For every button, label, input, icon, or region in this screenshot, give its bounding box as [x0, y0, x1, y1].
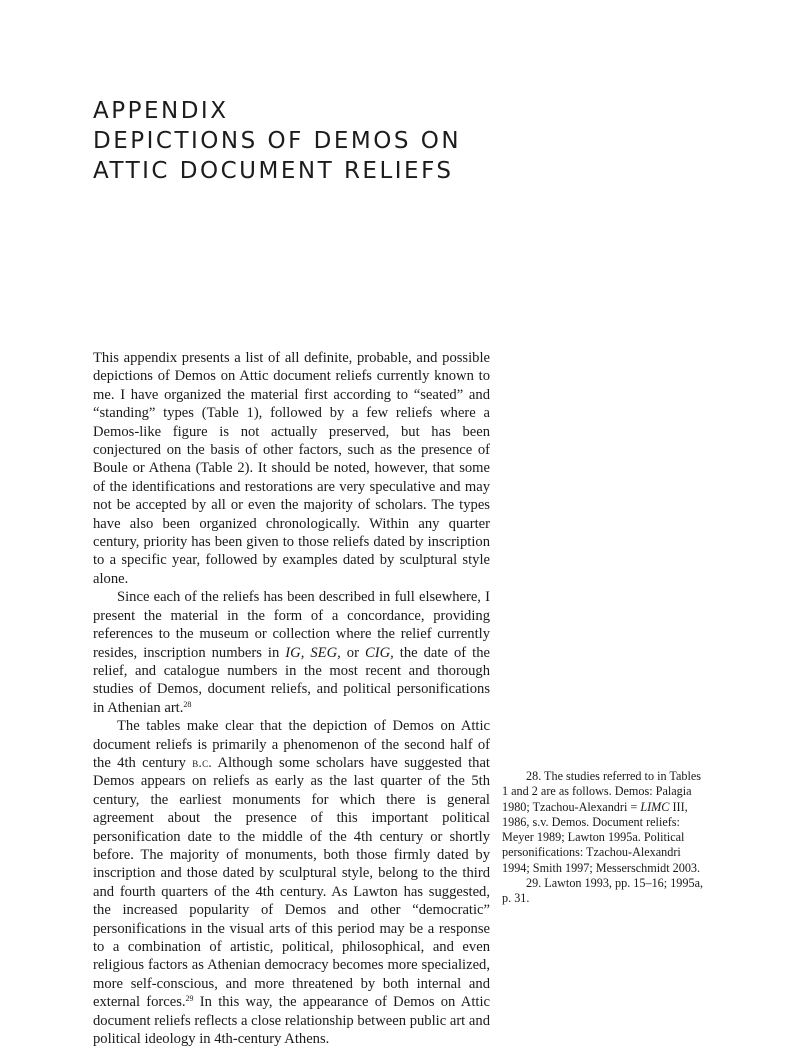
note-28-text-b: III, 1986, s.v. Demos. Document reliefs: Meyer 1989; Lawton 1995a. Political personifications: Tzachou-Alexandri 1994; Smith 1997; Messerschmidt 2003. — [502, 799, 701, 875]
footnote-ref-29[interactable]: 29 — [185, 994, 194, 1004]
note-28 — [502, 769, 707, 876]
body-text — [93, 349, 490, 1048]
paragraph-2-or: or — [340, 644, 365, 661]
appendix-heading — [93, 96, 593, 186]
note-29: 29. Lawton 1993, pp. 15–16; 1995a, p. 31. — [502, 876, 704, 906]
paragraph-3-text-a: The tables make clear that the depiction of Demos on Attic document reliefs is primarily a phenomenon of the second half of the 4th century — [93, 718, 490, 771]
citation-ig-seg: IG, SEG, — [285, 644, 341, 661]
paragraph-3-text-c: In this way, the appearance of Demos on Attic document reliefs reflects a close relationship between public art and political ideology in 4th-century Athens. — [93, 994, 490, 1048]
paragraph-1: This appendix presents a list of all definite, probable, and possible depictions of Demos on Attic document reliefs currently known to me. I have organized the material first according to “seated” and “standing” types (Table 1), followed by a few reliefs where a Demos-like figure is not actually preserved, but has been conjectured on the basis of other factors, such as the presence of Boule or Athena (Table 2). It should be noted, however, that some of the identifications and restorations are very speculative and may not be accepted by all or even the majority of scholars. The types have also been organized chronologically. Within any quarter century, priority has been given to those reliefs dated by inscription to a specific year, followed by examples dated by sculptural style alone. — [93, 350, 490, 587]
citation-cig: CIG, — [364, 644, 394, 661]
paragraph-2-text-a: Since each of the reliefs has been described in full elsewhere, I present the material in the form of a concordance, providing references to the museum or collection where the relief currently resides, inscription numbers in — [93, 589, 490, 661]
note-28-text-a: 28. The studies referred to in Tables 1 and 2 are as follows. Demos: Palagia 1980; Tzachou-Alexandri = — [502, 769, 702, 814]
appendix-title-line-1: DEPICTIONS OF DEMOS ON — [93, 128, 462, 154]
note-28-limc: LIMC — [640, 799, 670, 814]
margin-notes — [502, 769, 707, 907]
appendix-label: APPENDIX — [93, 98, 229, 124]
paragraph-2-text-b: the date of the relief, and catalogue numbers in the most recent and thorough studies of Demos, document reliefs, and political personifications in Athenian art. — [93, 644, 490, 716]
era-bc: b.c. — [192, 754, 213, 770]
footnote-ref-28[interactable]: 28 — [183, 699, 192, 709]
appendix-title-line-2: ATTIC DOCUMENT RELIEFS — [93, 158, 454, 184]
paragraph-2 — [93, 588, 490, 717]
paragraph-3 — [93, 717, 490, 1048]
paragraph-3-text-b: Although some scholars have suggested that Demos appears on reliefs as early as the last quarter of the 5th century, the earliest monuments for which there is general agreement about the presence of this important political personification date to the middle of the 4th century or shortly before. The majority of monuments, both those firmly dated by inscription and those dated by sculptural style, belong to the third and fourth quarters of the 4th century. As Lawton has suggested, the increased popularity of Demos and other “democratic” personifications in the visual arts of this period may be a response to a combination of artistic, political, philosophical, and even religious factors as Athenian democracy becomes more specialized, more self-conscious, and more threatened by both internal and external forces. — [93, 754, 490, 1011]
